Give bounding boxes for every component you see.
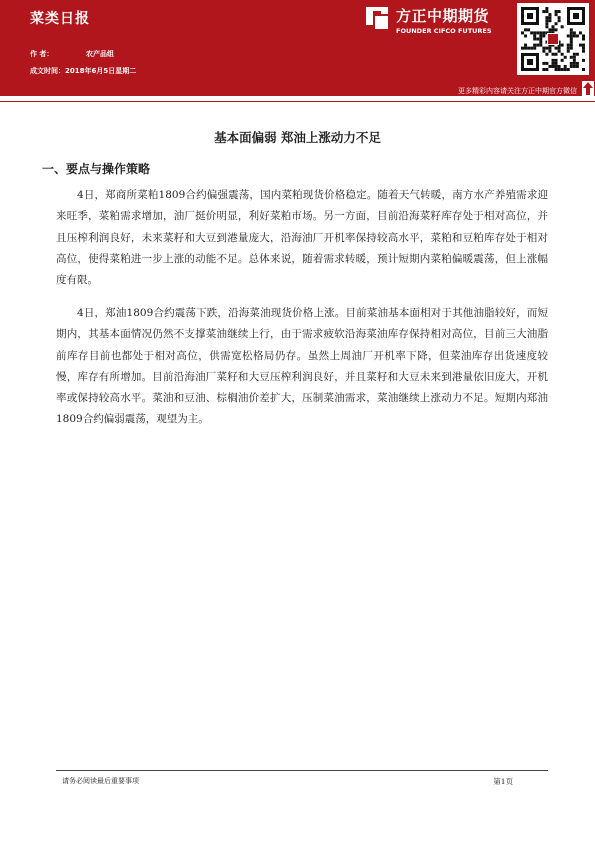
footer-divider [56,770,548,771]
logo-mark-icon [364,5,390,31]
up-arrow-icon [582,81,594,96]
qr-code-icon [517,3,589,75]
document-title: 基本面偏弱 郑油上涨动力不足 [214,130,381,145]
page-number: 第1页 [493,777,513,786]
body-paragraph-rapeseed-meal: 4日，郑商所菜粕1809合约偏强震荡，国内菜粕现货价格稳定。随着天气转暖，南方水产养殖需求迎来旺季，菜粕需求增加，油厂挺价明显，利好菜粕市场。另一方面，目前沿海菜籽库存处于相对高位，并且压榨利润良好，未来菜籽和大豆到港量庞大，沿海油厂开机率保持较高水平，菜粕和豆粕库存处于相对高位，使得菜粕进一步上涨的动能不足。总体来说，随着需求转暖，预计短期内菜粕偏暖震荡，但上涨幅度有限。 [56,189,548,287]
company-logo [364,5,510,37]
header-band [0,0,595,96]
author-line [30,49,114,59]
section-heading: 一、要点与操作策略 [42,162,151,176]
logo-name-en: FOUNDER CIFCO FUTURES [396,27,492,35]
date-line: 成文时间：2018年6月5日星期二 [30,67,137,75]
follow-wechat-note: 更多精彩内容请关注方正中期官方微信 [458,87,577,95]
logo-name-cn: 方正中期期货 [396,7,490,25]
report-type: 菜类日报 [30,11,90,27]
author-label: 作 者： [30,50,54,58]
footer-disclaimer-note: 请务必阅读最后重要事项 [62,777,139,785]
header-divider [0,101,595,102]
body-paragraph-rapeseed-oil: 4日，郑油1809合约震荡下跌，沿海菜油现货价格上涨。目前菜油基本面相对于其他油脂较好，而短期内，其基本面情况仍然不支撑菜油继续上行，由于需求疲软沿海菜油库存保持相对高位，目前三大油脂前库存目前也都处于相对高位，供需宽松格局仍存。虽然上周油厂开机率下降，但菜油库存出货速度较慢，库存有所增加。目前沿海油厂菜籽和大豆压榨利润良好，并且菜籽和大豆未来到港量依旧庞大，开机率或保持较高水平。菜油和豆油、棕榈油价差扩大，压制菜油需求，菜油继续上涨动力不足。短期内郑油1809合约偏弱震荡，观望为主。 [56,307,548,426]
author-value: 农产品组 [86,50,114,58]
